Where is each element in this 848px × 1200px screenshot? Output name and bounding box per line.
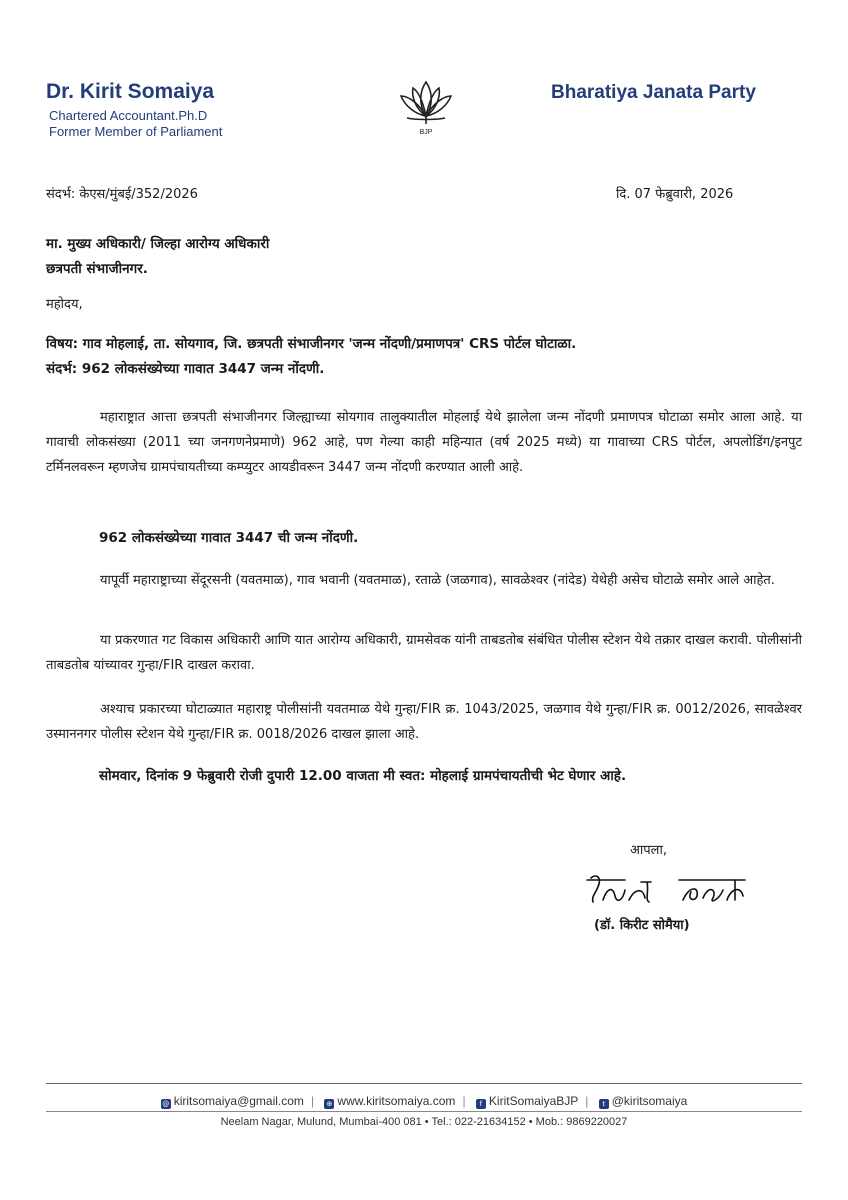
letterhead-title: Former Member of Parliament (49, 124, 223, 139)
letter-subject: विषय: गाव मोहलाई, ता. सोयगाव, जि. छत्रपती संभाजीनगर 'जन्म नोंदणी/प्रमाणपत्र' CRS पोर्टल घोटाळा. (46, 336, 577, 352)
body-paragraph-2: यापूर्वी महाराष्ट्राच्या सेंदूरसनी (यवतमाळ), गाव भवानी (यवतमाळ), रताळे (जळगाव), सावळेश्वर (नांदेड) येथेही असेच घोटाळे समोर आले आहेत. (100, 573, 775, 588)
globe-icon: ⊕ (324, 1099, 334, 1109)
addressee-line-2: छत्रपती संभाजीनगर. (46, 261, 148, 277)
body-paragraph-3: या प्रकरणात गट विकास अधिकारी आणि यात आरोग्य अधिकारी, ग्रामसेवक यांनी ताबडतोब संबंधित पोलीस स्टेशन येथे तक्रार दाखल करावी. पोलीसांनी ताबडतोब यांच्यावर गुन्हा/FIR दाखल करावा. (46, 633, 802, 673)
email-icon: @ (162, 1100, 170, 1108)
facebook-icon: f (476, 1099, 486, 1109)
subject-reference: संदर्भ: 962 लोकसंख्येच्या गावात 3447 जन्म नोंदणी. (46, 361, 325, 377)
footer-website: www.kiritsomaiya.com (337, 1094, 456, 1108)
footer-facebook: KiritSomaiyaBJP (488, 1094, 579, 1108)
footer-separator: | (585, 1094, 589, 1108)
letter-reference: संदर्भ: केएस/मुंबई/352/2026 (46, 187, 198, 202)
twitter-icon: t (599, 1099, 609, 1109)
footer-address: Neelam Nagar, Mulund, Mumbai-400 081 • Tel.: 022-21634152 • Mob.: 9869220027 (220, 1116, 628, 1128)
highlight-line: 962 लोकसंख्येच्या गावात 3447 ची जन्म नोंदणी. (99, 530, 359, 546)
visit-announcement: सोमवार, दिनांक 9 फेब्रुवारी रोजी दुपारी 12.00 वाजता मी स्वत: मोहलाई ग्रामपंचायतीची भेट घेणार आहे. (99, 768, 627, 784)
footer-separator: | (462, 1094, 466, 1108)
footer-separator: | (310, 1094, 315, 1108)
signature-image (585, 870, 755, 910)
body-paragraph-1: महाराष्ट्रात आत्ता छत्रपती संभाजीनगर जिल्ह्याच्या सोयगाव तालुक्यातील मोहलाई येथे झालेला जन्म नोंदणी प्रमाणपत्र घोटाळा समोर आला आहे. या गावाची लोकसंख्या (2011 च्या जनगणनेप्रमाणे) 962 आहे, पण गेल्या काही महिन्यात (वर्ष 2025 मध्ये) या गावाच्या CRS पोर्टल, अपलोडिंग/इनपुट टर्मिनलवरून म्हणजेच ग्रामपंचायतीच्या कम्प्युटर आयडीवरून 3447 जन्म नोंदणी करण्यात आली आहे. (46, 410, 802, 475)
footer-contacts (0, 1094, 848, 1109)
logo-text: BJP (419, 129, 433, 136)
footer-email: kiritsomaiya@gmail.com (173, 1094, 304, 1108)
footer-email-item[interactable] (161, 1094, 304, 1108)
party-name: Bharatiya Janata Party (551, 82, 756, 103)
salutation: महोदय, (46, 297, 83, 312)
footer-twitter-item[interactable] (599, 1094, 688, 1108)
closing: आपला, (630, 843, 667, 858)
lotus-logo-icon (393, 74, 459, 138)
addressee-line-1: मा. मुख्य अधिकारी/ जिल्हा आरोग्य अधिकारी (46, 236, 270, 252)
body-paragraph-4: अश्याच प्रकारच्या घोटाळ्यात महाराष्ट्र पोलीसांनी यवतमाळ येथे गुन्हा/FIR क्र. 1043/2025, जळगाव येथे गुन्हा/FIR क्र. 0012/2026, सावळेश्वर उस्माननगर पोलीस स्टेशन येथे गुन्हा/FIR क्र. 0018/2026 दाखल झाला आहे. (46, 702, 802, 742)
footer-divider-2 (46, 1111, 802, 1112)
footer-website-item[interactable] (324, 1094, 455, 1108)
letterhead-qualification: Chartered Accountant.Ph.D (49, 108, 208, 123)
footer-twitter: @kiritsomaiya (611, 1094, 688, 1108)
letterhead-name: Dr. Kirit Somaiya (46, 80, 215, 103)
signatory-name: (डॉ. किरीट सोमैया) (594, 918, 690, 933)
footer-facebook-item[interactable] (476, 1094, 578, 1108)
footer-divider (46, 1083, 802, 1084)
letter-date: दि. 07 फेब्रुवारी, 2026 (616, 187, 734, 202)
